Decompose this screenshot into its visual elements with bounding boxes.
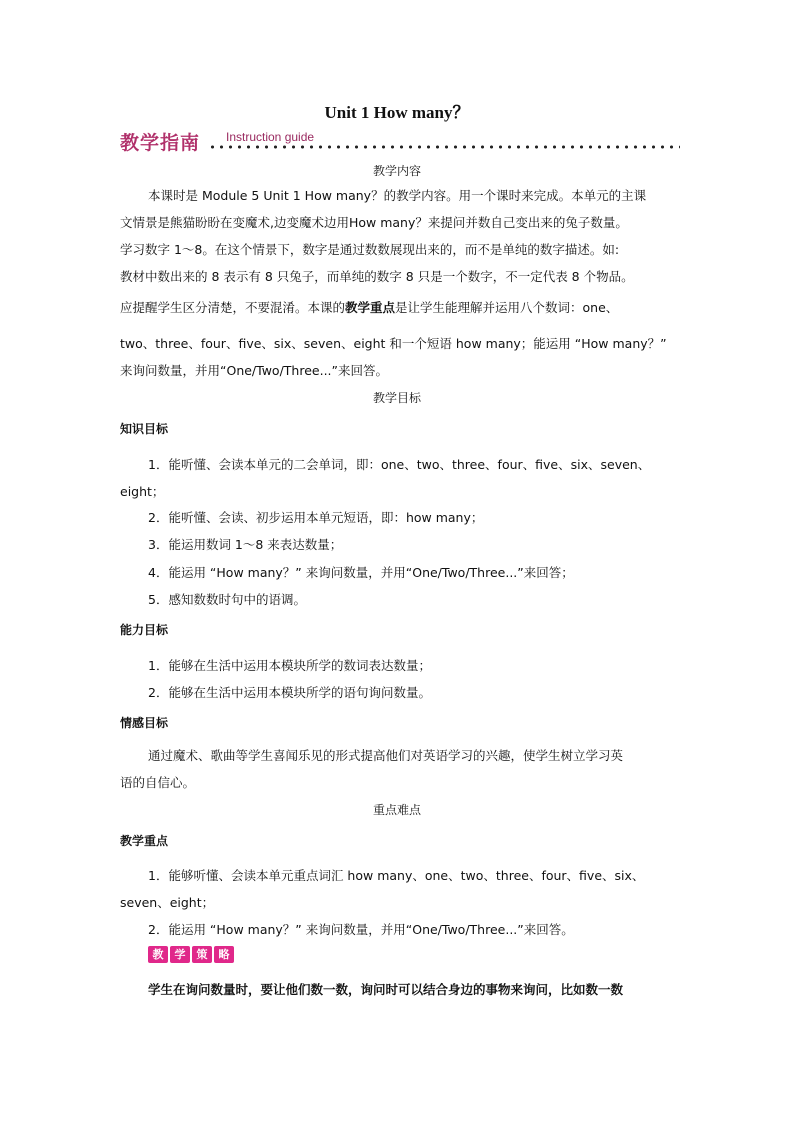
focus-title: 教学重点 xyxy=(120,834,169,848)
goal-item: 语的自信心。 xyxy=(120,775,196,790)
goal-item: 5．感知数数时句中的语调。 xyxy=(148,592,306,607)
goal-item: 4．能运用 “How many？” 来询问数量，并用“One/Two/Three...”来回答； xyxy=(148,565,574,580)
knowledge-goals-title: 知识目标 xyxy=(120,422,169,436)
content-text: 应提醒学生区分清楚，不要混淆。本课的 xyxy=(120,300,346,315)
badge-char: 学 xyxy=(170,946,190,963)
badge-char: 策 xyxy=(192,946,212,963)
emotion-goals-title: 情感目标 xyxy=(120,716,169,730)
focus-keyword: 教学重点 xyxy=(345,300,396,315)
goal-item: 3．能运用数词 1～8 来表达数量； xyxy=(148,537,343,552)
teaching-strategy-badge xyxy=(148,946,234,963)
goal-item: 1．能听懂、会读本单元的二会单词，即：one、two、three、four、five、six、seven、 xyxy=(148,457,651,472)
content-line xyxy=(120,298,618,316)
content-line: 教材中数出来的 8 表示有 8 只兔子，而单纯的数字 8 只是一个数字，不一定代表 8 个物品。 xyxy=(120,269,634,284)
document-title: Unit 1 How many？ xyxy=(324,103,470,122)
guide-title-cn: 教学指南 xyxy=(120,132,201,154)
guide-title-en: Instruction guide xyxy=(226,130,315,144)
dotted-divider xyxy=(208,144,680,150)
instruction-guide-header xyxy=(120,126,680,156)
focus-item: 1．能够听懂、会读本单元重点词汇 how many、one、two、three、four、five、six、 xyxy=(148,868,645,883)
strategy-text: 学生在询问数量时，要让他们数一数，询问时可以结合身边的事物来询问，比如数一数 xyxy=(148,982,624,997)
badge-char: 教 xyxy=(148,946,168,963)
content-line: 来询问数量，并用“One/Two/Three...”来回答。 xyxy=(120,363,388,378)
goal-item: 2．能听懂、会读、初步运用本单元短语，即：how many； xyxy=(148,510,484,525)
focus-item: seven、eight； xyxy=(120,895,215,910)
goal-item: 2．能够在生活中运用本模块所学的语句询问数量。 xyxy=(148,685,431,700)
section-goals-heading: 教学目标 xyxy=(372,391,421,405)
content-line: 文情景是熊猫盼盼在变魔术,边变魔术边用How many？来提问并数自己变出来的兔子数量。 xyxy=(120,215,628,230)
section-key-heading: 重点难点 xyxy=(372,803,421,817)
ability-goals-title: 能力目标 xyxy=(120,623,169,637)
goal-item: eight； xyxy=(120,484,165,499)
goal-item: 1．能够在生活中运用本模块所学的数词表达数量； xyxy=(148,658,431,673)
focus-item: 2．能运用 “How many？” 来询问数量，并用“One/Two/Three...”来回答。 xyxy=(148,922,574,937)
content-line: 本课时是 Module 5 Unit 1 How many？的教学内容。用一个课时来完成。本单元的主课 xyxy=(148,188,647,203)
content-line: two、three、four、five、six、seven、eight 和一个短语 how many；能运用 “How many？” xyxy=(120,336,667,351)
section-content-heading: 教学内容 xyxy=(372,164,421,178)
goal-item: 通过魔术、歌曲等学生喜闻乐见的形式提高他们对英语学习的兴趣，使学生树立学习英 xyxy=(148,748,624,763)
badge-char: 略 xyxy=(214,946,234,963)
content-text: 是让学生能理解并运用八个数词：one、 xyxy=(395,300,619,315)
content-line: 学习数字 1～8。在这个情景下，数字是通过数数展现出来的，而不是单纯的数字描述。如: xyxy=(120,242,620,257)
